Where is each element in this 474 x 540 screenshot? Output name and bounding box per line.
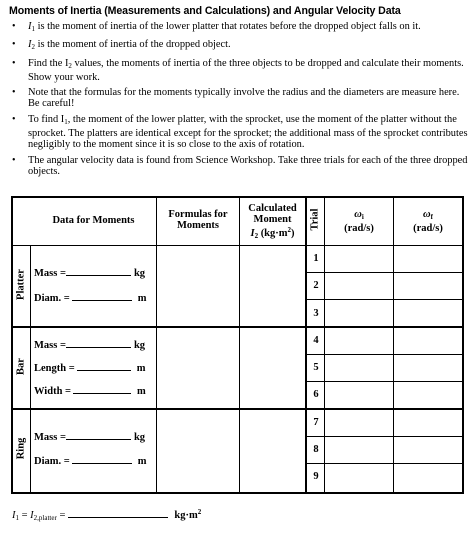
trial-number: 5 bbox=[313, 362, 319, 373]
trial-number: 8 bbox=[313, 444, 319, 455]
column-divider bbox=[156, 196, 157, 494]
bar-length-blank[interactable] bbox=[77, 362, 131, 371]
header-formulas: Formulas for Moments bbox=[168, 209, 228, 231]
bullet-item: • $I_1$ is the moment of inertia of the lower platter that rotates before the dropped object falls on it. bbox=[12, 21, 421, 33]
table-border bbox=[11, 492, 464, 494]
bullet-icon: • bbox=[12, 87, 16, 99]
trial-number: 9 bbox=[313, 471, 319, 482]
table-border bbox=[462, 196, 464, 494]
bar-mass-field[interactable]: Mass = kg bbox=[34, 340, 146, 351]
header-data-for-moments: Data for Moments bbox=[52, 215, 135, 226]
bullet-item: • $I_2$ is the moment of inertia of the dropped object. bbox=[12, 39, 231, 52]
bar-width-field[interactable]: Width = m bbox=[34, 386, 146, 397]
platter-moment-blank[interactable] bbox=[68, 509, 168, 518]
page-title: Moments of Inertia (Measurements and Calculations) and Angular Velocity Data bbox=[9, 5, 401, 17]
trial-number: 1 bbox=[313, 253, 319, 264]
bullet-item: • Note that the formulas for the moments typically involve the radius and the diameters are measure here. Be careful! bbox=[12, 87, 460, 110]
bullet-icon: • bbox=[12, 57, 16, 69]
row-divider bbox=[305, 436, 464, 437]
table-border bbox=[11, 196, 13, 494]
bullet-icon: • bbox=[12, 154, 16, 166]
header-omega-initial: $\omega_i$ (rad/s) bbox=[344, 209, 374, 234]
moments-table bbox=[11, 196, 464, 494]
group-label-ring: Ring bbox=[15, 437, 27, 460]
header-omega-final: $\omega_f$ (rad/s) bbox=[413, 209, 443, 234]
row-divider bbox=[305, 354, 464, 355]
header-trial: Trial bbox=[309, 208, 321, 231]
instructions-list bbox=[0, 21, 474, 181]
bullet-icon: • bbox=[12, 21, 16, 32]
group-label-platter: Platter bbox=[15, 269, 27, 300]
platter-mass-blank[interactable] bbox=[66, 267, 131, 276]
row-divider bbox=[305, 299, 464, 300]
row-divider bbox=[305, 463, 464, 464]
platter-diameter-field[interactable]: Diam. = m bbox=[34, 293, 147, 304]
header-calculated-moment: Calculated Moment $I_2$ $(kg\cdot m^2)$ bbox=[248, 203, 297, 240]
trial-number: 2 bbox=[313, 280, 319, 291]
trial-number: 6 bbox=[313, 389, 319, 400]
bullet-icon: • bbox=[12, 39, 16, 51]
group-divider bbox=[11, 326, 464, 328]
ring-diameter-field[interactable]: Diam. = m bbox=[34, 456, 147, 467]
trial-number: 3 bbox=[313, 308, 319, 319]
bullet-item: • The angular velocity data is found from Science Workshop. Take three trials for each of the three dropped objects. bbox=[12, 154, 468, 177]
row-divider bbox=[305, 272, 464, 273]
bullet-icon: • bbox=[12, 113, 16, 125]
row-divider bbox=[305, 381, 464, 382]
bar-width-blank[interactable] bbox=[73, 385, 131, 394]
platter-mass-field[interactable]: Mass = kg bbox=[34, 268, 146, 279]
column-divider bbox=[30, 245, 31, 494]
ring-mass-field[interactable]: Mass = kg bbox=[34, 432, 146, 443]
ring-mass-blank[interactable] bbox=[66, 431, 131, 440]
column-divider bbox=[393, 196, 394, 494]
ring-diameter-blank[interactable] bbox=[72, 455, 132, 464]
trial-number: 4 bbox=[313, 335, 319, 346]
bullet-item: • Find the $I_2$ values, the moments of inertia of the three objects to be dropped and calculate their moments. Show your work. bbox=[12, 57, 464, 83]
bar-mass-blank[interactable] bbox=[66, 339, 131, 348]
bullet-item: • To find $I_1$, the moment of the lower platter, with the sprocket, use the moment of the platter without the sprocket. The platters are identical except for the sprocket; the additional mass of the sprocket contributes negligibly to the moment since it is so close to the axis of rotation. bbox=[12, 113, 468, 151]
platter-diameter-blank[interactable] bbox=[72, 292, 132, 301]
table-border bbox=[11, 196, 464, 198]
trial-number: 7 bbox=[313, 417, 319, 428]
header-divider bbox=[11, 245, 464, 246]
platter-moment-formula: $I_1 = I_{2,platter} = kg\cdot m^2$ bbox=[12, 508, 202, 522]
group-label-bar: Bar bbox=[15, 358, 27, 375]
group-divider bbox=[11, 408, 464, 410]
bar-length-field[interactable]: Length = m bbox=[34, 363, 146, 374]
